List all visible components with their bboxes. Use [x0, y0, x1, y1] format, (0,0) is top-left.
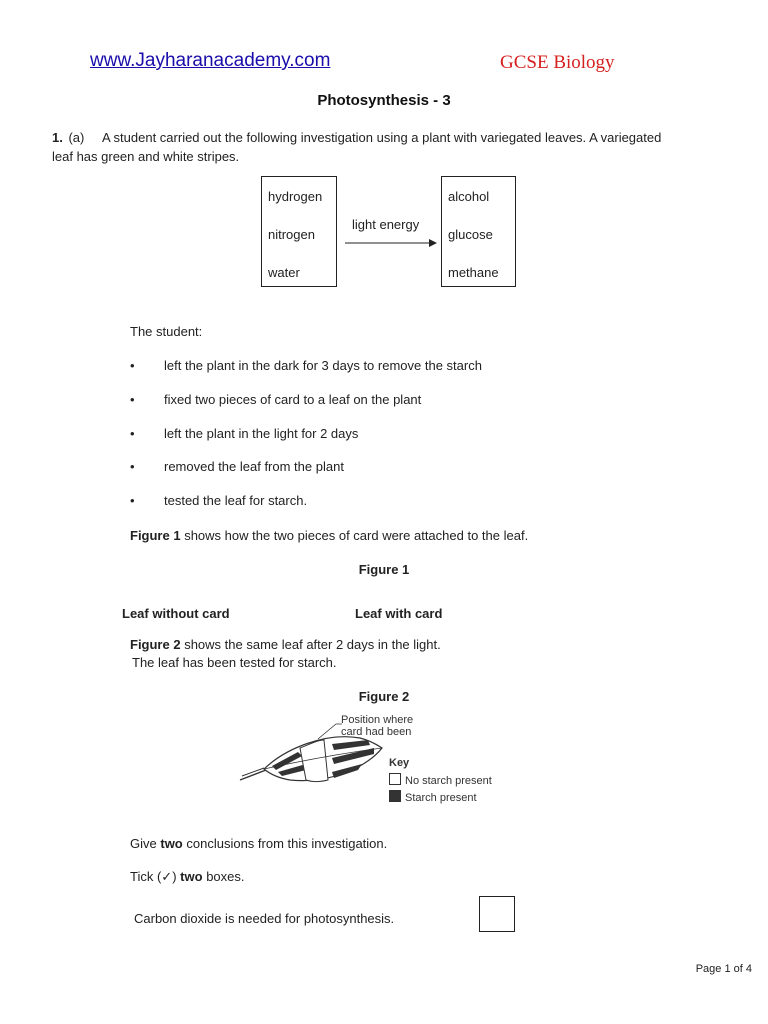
figure2-ref-label: Figure 2 [130, 637, 181, 652]
method-step: removed the leaf from the plant [164, 459, 344, 474]
page-title: Photosynthesis - 3 [317, 92, 451, 109]
card-position-annotation [341, 714, 413, 738]
site-link[interactable]: www.Jayharanacademy.com [90, 50, 331, 71]
annotation-line: Position where [341, 714, 414, 726]
figure2-ref-text: shows the same leaf after 2 days in the light. [184, 637, 441, 652]
product-option: glucose [448, 227, 493, 242]
reactant-option: nitrogen [268, 227, 315, 242]
product-options-box [441, 176, 516, 287]
figure1-reference [130, 528, 528, 543]
reactant-options-box [261, 176, 337, 287]
task-instruction [130, 836, 387, 851]
tick-post: boxes. [206, 869, 245, 884]
product-option: methane [448, 265, 499, 280]
subject-title: GCSE Biology [500, 52, 615, 73]
method-step: fixed two pieces of card to a leaf on the plant [164, 392, 422, 407]
answer-checkbox[interactable] [479, 896, 515, 932]
dark-swatch-icon [389, 790, 401, 802]
figure1-caption: Figure 1 [358, 562, 410, 577]
question-intro [52, 128, 672, 166]
bullet-icon: • [130, 459, 135, 474]
question-text: A student carried out the following investigation using a plant with variegated leaves. A variegated leaf has green and white stripes. [52, 130, 662, 164]
reactant-option: hydrogen [268, 189, 323, 204]
key-no-starch-label: No starch present [405, 775, 492, 787]
key-title: Key [389, 757, 410, 769]
figure1-ref-text: shows how the two pieces of card were attached to the leaf. [184, 528, 529, 543]
method-step: left the plant in the light for 2 days [164, 426, 359, 441]
key-no-starch [389, 773, 492, 787]
tick-bold: two [180, 869, 203, 884]
method-step: tested the leaf for starch. [164, 493, 308, 508]
answer-option: Carbon dioxide is needed for photosynthesis. [134, 911, 395, 926]
tick-mark-icon: ✓ [161, 870, 173, 885]
bullet-icon: • [130, 426, 135, 441]
bullet-icon: • [130, 493, 135, 508]
leaf-without-card-label: Leaf without card [122, 606, 230, 621]
task-give-pre: Give [130, 836, 157, 851]
question-number: 1. [52, 130, 63, 145]
key-starch-label: Starch present [405, 792, 477, 804]
figure1-ref-label: Figure 1 [130, 528, 181, 543]
page-number: Page 1 of 4 [695, 963, 752, 975]
reactant-option: water [268, 265, 300, 280]
tick-instruction [130, 869, 245, 885]
tick-mid: ) [172, 869, 177, 884]
key-starch [389, 790, 477, 804]
task-give-post: conclusions from this investigation. [186, 836, 388, 851]
figure2-line2: The leaf has been tested for starch. [132, 655, 337, 670]
task-give-bold: two [160, 836, 183, 851]
product-option: alcohol [448, 189, 490, 204]
figure2-reference [130, 637, 441, 652]
method-intro: The student: [130, 324, 203, 339]
reaction-arrow-icon [343, 236, 439, 250]
annotation-line: card had been [341, 726, 412, 738]
arrow-label: light energy [352, 217, 420, 232]
bullet-icon: • [130, 358, 135, 373]
method-step: left the plant in the dark for 3 days to remove the starch [164, 358, 482, 373]
tick-pre: Tick ( [130, 869, 162, 884]
bullet-icon: • [130, 392, 135, 407]
question-part: (a) [68, 130, 85, 145]
leaf-with-card-label: Leaf with card [355, 606, 443, 621]
figure2-caption: Figure 2 [358, 689, 410, 704]
white-swatch-icon [389, 773, 401, 785]
